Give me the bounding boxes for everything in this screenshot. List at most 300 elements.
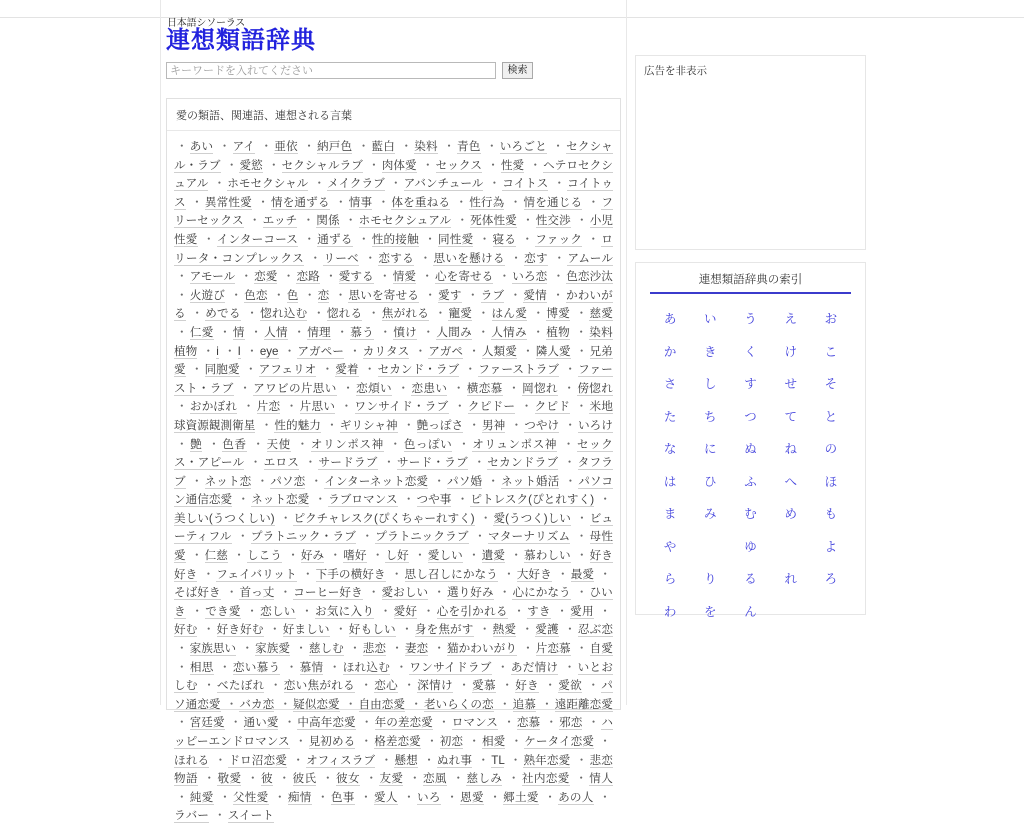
word-link[interactable]: ヘテロセクシュアル (174, 158, 613, 191)
word-link[interactable]: 岡惚れ (522, 381, 558, 395)
kana-link-え[interactable]: え (784, 312, 797, 327)
word-link[interactable]: いろごと (499, 140, 547, 153)
word-link[interactable]: プラトニックラブ (375, 530, 469, 544)
kana-link-り[interactable]: り (704, 572, 717, 587)
word-link[interactable]: 恋路 (296, 270, 320, 284)
kana-link-つ[interactable]: つ (744, 409, 757, 424)
word-link[interactable]: 愛しい (427, 549, 463, 563)
word-link[interactable]: 恋 (317, 288, 330, 302)
word-link[interactable]: 家族思い (189, 642, 237, 656)
word-link[interactable]: 心を寄せる (435, 270, 494, 284)
kana-link-れ[interactable]: れ (784, 572, 797, 587)
word-link[interactable]: 恋心 (374, 679, 398, 693)
word-link[interactable]: 焦がれる (381, 307, 430, 321)
word-link[interactable]: ホモセクシャル (227, 177, 309, 191)
word-link[interactable]: 色事 (330, 790, 355, 804)
word-link[interactable]: 情人 (589, 772, 613, 786)
kana-link-に[interactable]: に (704, 442, 717, 457)
word-link[interactable]: 性的接触 (371, 232, 419, 246)
word-link[interactable]: あの人 (558, 790, 594, 804)
word-link[interactable]: セックス・アピール (174, 437, 613, 470)
kana-link-ほ[interactable]: ほ (824, 474, 838, 489)
word-link[interactable]: 仁愛 (189, 325, 214, 339)
word-link[interactable]: アガペ (428, 344, 464, 358)
word-link[interactable]: 恋い慕う (232, 660, 281, 674)
word-link[interactable]: 通い愛 (243, 716, 279, 730)
word-link[interactable]: 藍白 (371, 140, 396, 153)
word-link[interactable]: 恩愛 (460, 790, 484, 804)
word-link[interactable]: 亜依 (274, 140, 298, 153)
word-link[interactable]: クピドー (467, 400, 516, 414)
kana-link-る[interactable]: る (744, 572, 757, 587)
word-link[interactable]: クピド (534, 400, 571, 414)
kana-link-な[interactable]: な (663, 442, 677, 457)
word-link[interactable]: 天使 (266, 437, 291, 451)
word-link[interactable]: 恋愛 (254, 270, 278, 284)
word-link[interactable]: ネット婚活 (501, 474, 560, 488)
word-link[interactable]: 年の差恋愛 (374, 716, 433, 730)
kana-link-め[interactable]: め (784, 507, 797, 522)
word-link[interactable]: 艶っぽさ (416, 418, 464, 432)
word-link[interactable]: 恋す (524, 251, 548, 265)
word-link[interactable]: 恋する (378, 251, 415, 265)
word-link[interactable]: 小児性愛 (174, 214, 613, 246)
word-link[interactable]: ほれ込む (342, 660, 391, 674)
word-link[interactable]: 納戸色 (316, 140, 353, 153)
word-link[interactable]: 情理 (307, 325, 331, 339)
word-link[interactable]: フェイバリット (216, 567, 297, 581)
word-link[interactable]: いろけ (578, 418, 613, 432)
word-link[interactable]: 慈愛 (589, 307, 613, 321)
word-link[interactable]: 肉体愛 (381, 158, 417, 172)
kana-link-へ[interactable]: へ (784, 474, 797, 489)
word-link[interactable]: 愛護 (535, 623, 559, 637)
word-link[interactable]: TL (491, 753, 505, 767)
word-link[interactable]: ケータイ恋愛 (524, 735, 594, 748)
word-link[interactable]: 敬愛 (217, 772, 242, 786)
word-link[interactable]: 異常性愛 (204, 195, 252, 209)
kana-link-ち[interactable]: ち (704, 409, 717, 424)
word-link[interactable]: 片恋慕 (535, 642, 571, 656)
word-link[interactable]: 恋患い (411, 381, 448, 395)
word-link[interactable]: 性愛 (500, 158, 525, 172)
kana-link-た[interactable]: た (663, 409, 677, 424)
kana-link-や[interactable]: や (663, 539, 677, 554)
word-link[interactable]: 恋しい (260, 604, 296, 618)
word-link[interactable]: めでる (205, 307, 241, 321)
word-link[interactable]: ギリシャ神 (339, 418, 398, 432)
kana-link-わ[interactable]: わ (663, 604, 677, 619)
word-link[interactable]: ラブロマンス (328, 493, 398, 507)
word-link[interactable]: 好き (515, 679, 539, 693)
word-link[interactable]: パソ通恋愛 (174, 679, 613, 711)
word-link[interactable]: 関係 (316, 214, 340, 228)
word-link[interactable]: ネット恋 (204, 474, 252, 488)
word-link[interactable]: お気に入り (314, 604, 375, 618)
word-link[interactable]: いろ (417, 790, 441, 804)
word-link[interactable]: インターネット恋愛 (324, 474, 429, 488)
word-link[interactable]: セクシャルラブ (281, 158, 363, 172)
word-link[interactable]: 憤け (393, 325, 418, 339)
word-link[interactable]: 寵愛 (448, 307, 473, 321)
word-link[interactable]: 初恋 (439, 735, 464, 748)
word-link[interactable]: ワンサイドラブ (409, 660, 492, 674)
kana-link-く[interactable]: く (744, 344, 757, 359)
word-link[interactable]: 仁慈 (204, 549, 228, 563)
word-link[interactable]: 愛欲 (558, 679, 582, 693)
word-link[interactable]: ファースト・ラブ (174, 363, 613, 395)
word-link[interactable]: 米地球資源観測衛星 (174, 400, 613, 432)
search-button[interactable]: 検索 (502, 62, 533, 79)
word-link[interactable]: 兄弟愛 (174, 344, 613, 377)
kana-link-と[interactable]: と (824, 409, 838, 424)
word-link[interactable]: インターコース (216, 232, 299, 246)
word-link[interactable]: コイトス (502, 177, 549, 191)
word-link[interactable]: メイクラブ (327, 177, 385, 191)
kana-link-う[interactable]: う (744, 312, 757, 327)
word-link[interactable]: ファーストラブ (478, 363, 560, 377)
word-link[interactable]: コーヒー好き (293, 586, 363, 600)
kana-link-よ[interactable]: よ (824, 539, 838, 554)
word-link[interactable]: ロリータ・コンプレックス (174, 232, 613, 265)
word-link[interactable]: 疑似恋愛 (293, 697, 340, 711)
word-link[interactable]: ぬれ事 (436, 753, 473, 767)
kana-link-お[interactable]: お (824, 312, 838, 327)
word-link[interactable]: ピトレスク(ぴとれすく) (470, 493, 595, 507)
word-link[interactable]: 愛用 (570, 604, 594, 618)
kana-link-け[interactable]: け (784, 344, 797, 359)
word-link[interactable]: アイ (232, 140, 256, 153)
word-link[interactable]: 色香 (222, 437, 247, 451)
word-link[interactable]: 純愛 (189, 790, 214, 804)
word-link[interactable]: パソコン通信恋愛 (174, 474, 613, 507)
word-link[interactable]: あだ情け (510, 660, 559, 674)
word-link[interactable]: オリンポス神 (310, 437, 384, 451)
word-link[interactable]: エロス (263, 456, 300, 470)
word-link[interactable]: 社内恋愛 (521, 772, 570, 786)
word-link[interactable]: 彼女 (335, 772, 360, 786)
word-link[interactable]: 慈しむ (308, 642, 344, 656)
word-link[interactable]: 人情み (491, 325, 527, 339)
kana-link-は[interactable]: は (663, 474, 677, 489)
word-link[interactable]: 追慕 (512, 697, 536, 711)
word-link[interactable]: 横恋慕 (466, 381, 503, 395)
word-link[interactable]: ワンサイド・ラブ (354, 400, 449, 414)
kana-link-ぬ[interactable]: ぬ (744, 442, 757, 457)
word-link[interactable]: 相思 (189, 660, 214, 674)
word-link[interactable]: 悲恋物語 (174, 753, 613, 786)
word-link[interactable]: しこう (246, 549, 282, 563)
word-link[interactable]: 自愛 (589, 642, 613, 656)
word-link[interactable]: 遺愛 (481, 549, 506, 563)
word-link[interactable]: フリーセックス (174, 195, 613, 228)
word-link[interactable]: 見初める (308, 735, 356, 748)
word-link[interactable]: べたぼれ (217, 679, 265, 693)
word-link[interactable]: 思し召しにかなう (404, 567, 498, 581)
kana-link-を[interactable]: を (704, 604, 717, 619)
word-link[interactable]: コイトゥス (174, 177, 613, 209)
word-link[interactable]: 傍惚れ (577, 381, 613, 395)
word-link[interactable]: 慕情 (299, 660, 324, 674)
word-link[interactable]: ネット恋愛 (251, 493, 310, 507)
word-link[interactable]: ビューティフル (174, 511, 613, 544)
word-link[interactable]: 恋い焦がれる (283, 679, 355, 693)
word-link[interactable]: 身を焦がす (414, 623, 474, 637)
word-link[interactable]: オリュンポス神 (472, 437, 557, 451)
word-link[interactable]: ラバー (174, 809, 209, 823)
kana-link-す[interactable]: す (744, 377, 757, 392)
word-link[interactable]: 彼氏 (292, 772, 317, 786)
kana-link-て[interactable]: て (784, 409, 797, 424)
word-link[interactable]: 好き好き (174, 549, 613, 581)
word-link[interactable]: スイート (227, 809, 274, 823)
word-link[interactable]: 遠距離恋愛 (554, 697, 613, 711)
kana-link-ろ[interactable]: ろ (824, 572, 838, 587)
word-link[interactable]: 男神 (482, 418, 506, 432)
word-link[interactable]: i (216, 344, 219, 358)
word-link[interactable]: つやけ (524, 418, 560, 432)
word-link[interactable]: アワビの片思い (253, 381, 337, 395)
kana-link-も[interactable]: も (824, 507, 838, 522)
word-link[interactable]: 恋慕 (516, 716, 541, 730)
word-link[interactable]: 悲恋 (362, 642, 386, 656)
word-link[interactable]: そば好き (174, 586, 221, 600)
word-link[interactable]: 下手の横好き (315, 567, 386, 581)
word-link[interactable]: 愛おしい (381, 586, 429, 600)
word-link[interactable]: 植物 (546, 325, 570, 339)
word-link[interactable]: 情を通ずる (270, 195, 330, 209)
word-link[interactable]: カリタス (362, 344, 410, 358)
word-link[interactable]: 妻恋 (404, 642, 429, 656)
word-link[interactable]: エッチ (262, 214, 298, 228)
site-title[interactable]: 連想類語辞典 (166, 27, 316, 54)
word-link[interactable]: 心を引かれる (436, 604, 508, 618)
word-link[interactable]: すき (527, 604, 551, 618)
word-link[interactable]: 染料 (414, 140, 438, 153)
word-link[interactable]: 火遊び (189, 288, 225, 302)
word-link[interactable]: 同性愛 (438, 232, 474, 246)
word-link[interactable]: つや事 (416, 493, 452, 507)
word-link[interactable]: バカ恋 (239, 697, 275, 711)
word-link[interactable]: 性交渉 (535, 214, 571, 228)
word-link[interactable]: し好 (385, 549, 409, 563)
word-link[interactable]: ほれる (174, 753, 210, 767)
kana-link-あ[interactable]: あ (663, 312, 677, 327)
word-link[interactable]: 体を重ねる (391, 195, 451, 209)
word-link[interactable]: 最愛 (570, 567, 595, 581)
hide-ads-link[interactable]: 広告を非表示 (644, 65, 707, 77)
word-link[interactable]: 嗜好 (343, 549, 367, 563)
word-link[interactable]: 性的魅力 (274, 418, 321, 432)
word-link[interactable]: 猫かわいがり (447, 642, 517, 656)
word-link[interactable]: 慕わしい (524, 549, 571, 563)
kana-link-こ[interactable]: こ (824, 344, 838, 359)
word-link[interactable]: 情を通じる (523, 195, 583, 209)
word-link[interactable]: アガペー (297, 344, 344, 358)
word-link[interactable]: 深情け (417, 679, 453, 693)
word-link[interactable]: ドロ沼恋愛 (228, 753, 287, 767)
word-link[interactable]: 隣人愛 (535, 344, 571, 358)
word-link[interactable]: 母性愛 (174, 530, 613, 563)
word-link[interactable]: リーベ (323, 251, 360, 265)
word-link[interactable]: 人情 (264, 325, 288, 339)
word-link[interactable]: 性行為 (469, 195, 505, 209)
word-link[interactable]: 愛好 (393, 604, 418, 618)
word-link[interactable]: 片恋 (256, 400, 281, 414)
word-link[interactable]: 選り好み (447, 586, 494, 600)
word-link[interactable]: 色恋沙汰 (566, 270, 613, 284)
word-link[interactable]: 自由恋愛 (358, 697, 406, 711)
word-link[interactable]: でき愛 (205, 604, 241, 618)
word-link[interactable]: ハッピーエンドロマンス (174, 716, 613, 748)
word-link[interactable]: 惚れ込む (260, 307, 308, 321)
kana-link-さ[interactable]: さ (663, 377, 677, 392)
word-link[interactable]: ひいき (174, 586, 613, 618)
word-link[interactable]: あい (189, 140, 214, 153)
word-link[interactable]: タフラブ (174, 456, 613, 488)
word-link[interactable]: 思いを懸ける (433, 251, 505, 265)
word-link[interactable]: 家族愛 (255, 642, 290, 656)
word-link[interactable]: 慕う (350, 325, 374, 339)
word-link[interactable]: パソ恋 (270, 474, 306, 488)
word-link[interactable]: かわいがる (174, 288, 613, 321)
kana-link-ま[interactable]: ま (663, 507, 677, 522)
word-link[interactable]: 好もしい (348, 623, 396, 637)
word-link[interactable]: 愛す (438, 288, 462, 302)
kana-link-ら[interactable]: ら (663, 572, 677, 587)
word-link[interactable]: セカンド・ラブ (377, 363, 460, 377)
word-link[interactable]: 人類愛 (481, 344, 517, 358)
word-link[interactable]: 色っぽい (403, 437, 453, 451)
word-link[interactable]: 片思い (299, 400, 336, 414)
word-link[interactable]: 彼 (260, 772, 273, 786)
word-link[interactable]: サード・ラブ (396, 456, 468, 470)
kana-link-せ[interactable]: せ (784, 377, 797, 392)
word-link[interactable]: 好ましい (282, 623, 330, 637)
word-link[interactable]: 友愛 (379, 772, 404, 786)
word-link[interactable]: 愛(うつく)しい (493, 511, 571, 525)
word-link[interactable]: 愛人 (373, 790, 398, 804)
word-link[interactable]: サードラブ (318, 456, 378, 470)
word-link[interactable]: 思いを寄せる (348, 288, 419, 302)
word-link[interactable]: 人間み (436, 325, 472, 339)
word-link[interactable]: 死体性愛 (470, 214, 517, 228)
word-link[interactable]: 格差恋愛 (374, 735, 421, 748)
word-link[interactable]: 老いらくの恋 (423, 697, 494, 711)
word-link[interactable]: 愛慕 (472, 679, 496, 693)
kana-link-い[interactable]: い (704, 312, 717, 327)
word-link[interactable]: 情 (232, 325, 245, 339)
word-link[interactable]: アモール (189, 270, 236, 284)
word-link[interactable]: 大好き (516, 567, 552, 581)
word-link[interactable]: 愛情 (523, 288, 547, 302)
word-link[interactable]: 中高年恋愛 (297, 716, 356, 730)
word-link[interactable]: ロマンス (451, 716, 498, 730)
word-link[interactable]: はん愛 (491, 307, 528, 321)
word-link[interactable]: セックス (435, 158, 482, 172)
word-link[interactable]: 通ずる (317, 232, 353, 246)
word-link[interactable]: マターナリズム (487, 530, 571, 544)
word-link[interactable]: 恋煩い (356, 381, 392, 395)
word-link[interactable]: 痴情 (287, 790, 312, 804)
word-link[interactable]: 熱愛 (492, 623, 517, 637)
word-link[interactable]: 染料植物 (174, 325, 613, 358)
word-link[interactable]: 首っ丈 (239, 586, 275, 600)
word-link[interactable]: 愛する (338, 270, 374, 284)
word-link[interactable]: ラブ (480, 288, 505, 302)
word-link[interactable]: 忍ぶ恋 (577, 623, 613, 637)
word-link[interactable]: セカンドラブ (487, 456, 559, 470)
word-link[interactable]: 愛着 (335, 363, 359, 377)
word-link[interactable]: 心にかなう (512, 586, 571, 600)
word-link[interactable]: ピクチャレスク(ぴくちゃーれすく) (293, 511, 475, 525)
word-link[interactable]: 愛慾 (239, 158, 263, 172)
word-link[interactable]: 好み (300, 549, 325, 563)
word-link[interactable]: 同胞愛 (204, 363, 240, 377)
word-link[interactable]: 相愛 (482, 735, 506, 748)
kana-link-き[interactable]: き (704, 344, 717, 359)
kana-link-の[interactable]: の (824, 442, 838, 457)
kana-link-ふ[interactable]: ふ (744, 474, 757, 489)
word-link[interactable]: 艶 (190, 437, 203, 451)
word-link[interactable]: プラトニック・ラブ (250, 530, 357, 544)
kana-link-ゆ[interactable]: ゆ (744, 539, 757, 554)
word-link[interactable]: 父性愛 (232, 790, 269, 804)
word-link[interactable]: 惚れる (326, 307, 363, 321)
kana-link-そ[interactable]: そ (824, 377, 838, 392)
word-link[interactable]: 寝る (492, 232, 517, 246)
word-link[interactable]: 色 (286, 288, 299, 302)
word-link[interactable]: 懸想 (394, 753, 418, 767)
search-input[interactable] (166, 62, 496, 79)
word-link[interactable]: 博愛 (546, 307, 571, 321)
word-link[interactable]: ファック (535, 232, 583, 246)
kana-link-む[interactable]: む (744, 507, 757, 522)
kana-link-ん[interactable]: ん (744, 604, 757, 619)
word-link[interactable]: いとおしむ (174, 660, 613, 693)
word-link[interactable]: 郷土愛 (503, 790, 539, 804)
word-link[interactable]: ホモセクシュアル (358, 214, 452, 228)
word-link[interactable]: いろ恋 (512, 270, 548, 284)
word-link[interactable]: セクシャル・ラブ (174, 140, 613, 172)
word-link[interactable]: 熟年恋愛 (523, 753, 571, 767)
word-link[interactable]: 好む (174, 623, 198, 637)
kana-link-ひ[interactable]: ひ (704, 474, 717, 489)
word-link[interactable]: パソ婚 (447, 474, 483, 488)
word-link[interactable]: アバンチュール (403, 177, 484, 191)
word-link[interactable]: 情事 (348, 195, 373, 209)
kana-link-か[interactable]: か (663, 344, 677, 359)
word-link[interactable]: 情愛 (392, 270, 417, 284)
word-link[interactable]: 色恋 (244, 288, 268, 302)
kana-link-ね[interactable]: ね (784, 442, 797, 457)
word-link[interactable]: 慈しみ (466, 772, 503, 786)
word-link[interactable]: 邪恋 (559, 716, 583, 730)
word-link[interactable]: I (237, 344, 241, 358)
kana-link-み[interactable]: み (704, 507, 717, 522)
word-link[interactable]: 宮廷愛 (189, 716, 225, 730)
word-link[interactable]: アムール (567, 251, 613, 265)
word-link[interactable]: おかぼれ (189, 400, 238, 414)
kana-link-し[interactable]: し (704, 377, 717, 392)
word-link[interactable]: アフェリオ (258, 363, 317, 377)
word-link[interactable]: 美しい(うつくしい) (174, 511, 275, 525)
word-link[interactable]: 好き好む (216, 623, 264, 637)
word-link[interactable]: 恋風 (422, 772, 447, 786)
word-link[interactable]: オフィスラブ (306, 753, 376, 767)
word-link[interactable]: eye (259, 344, 279, 358)
word-link[interactable]: 青色 (457, 140, 481, 153)
